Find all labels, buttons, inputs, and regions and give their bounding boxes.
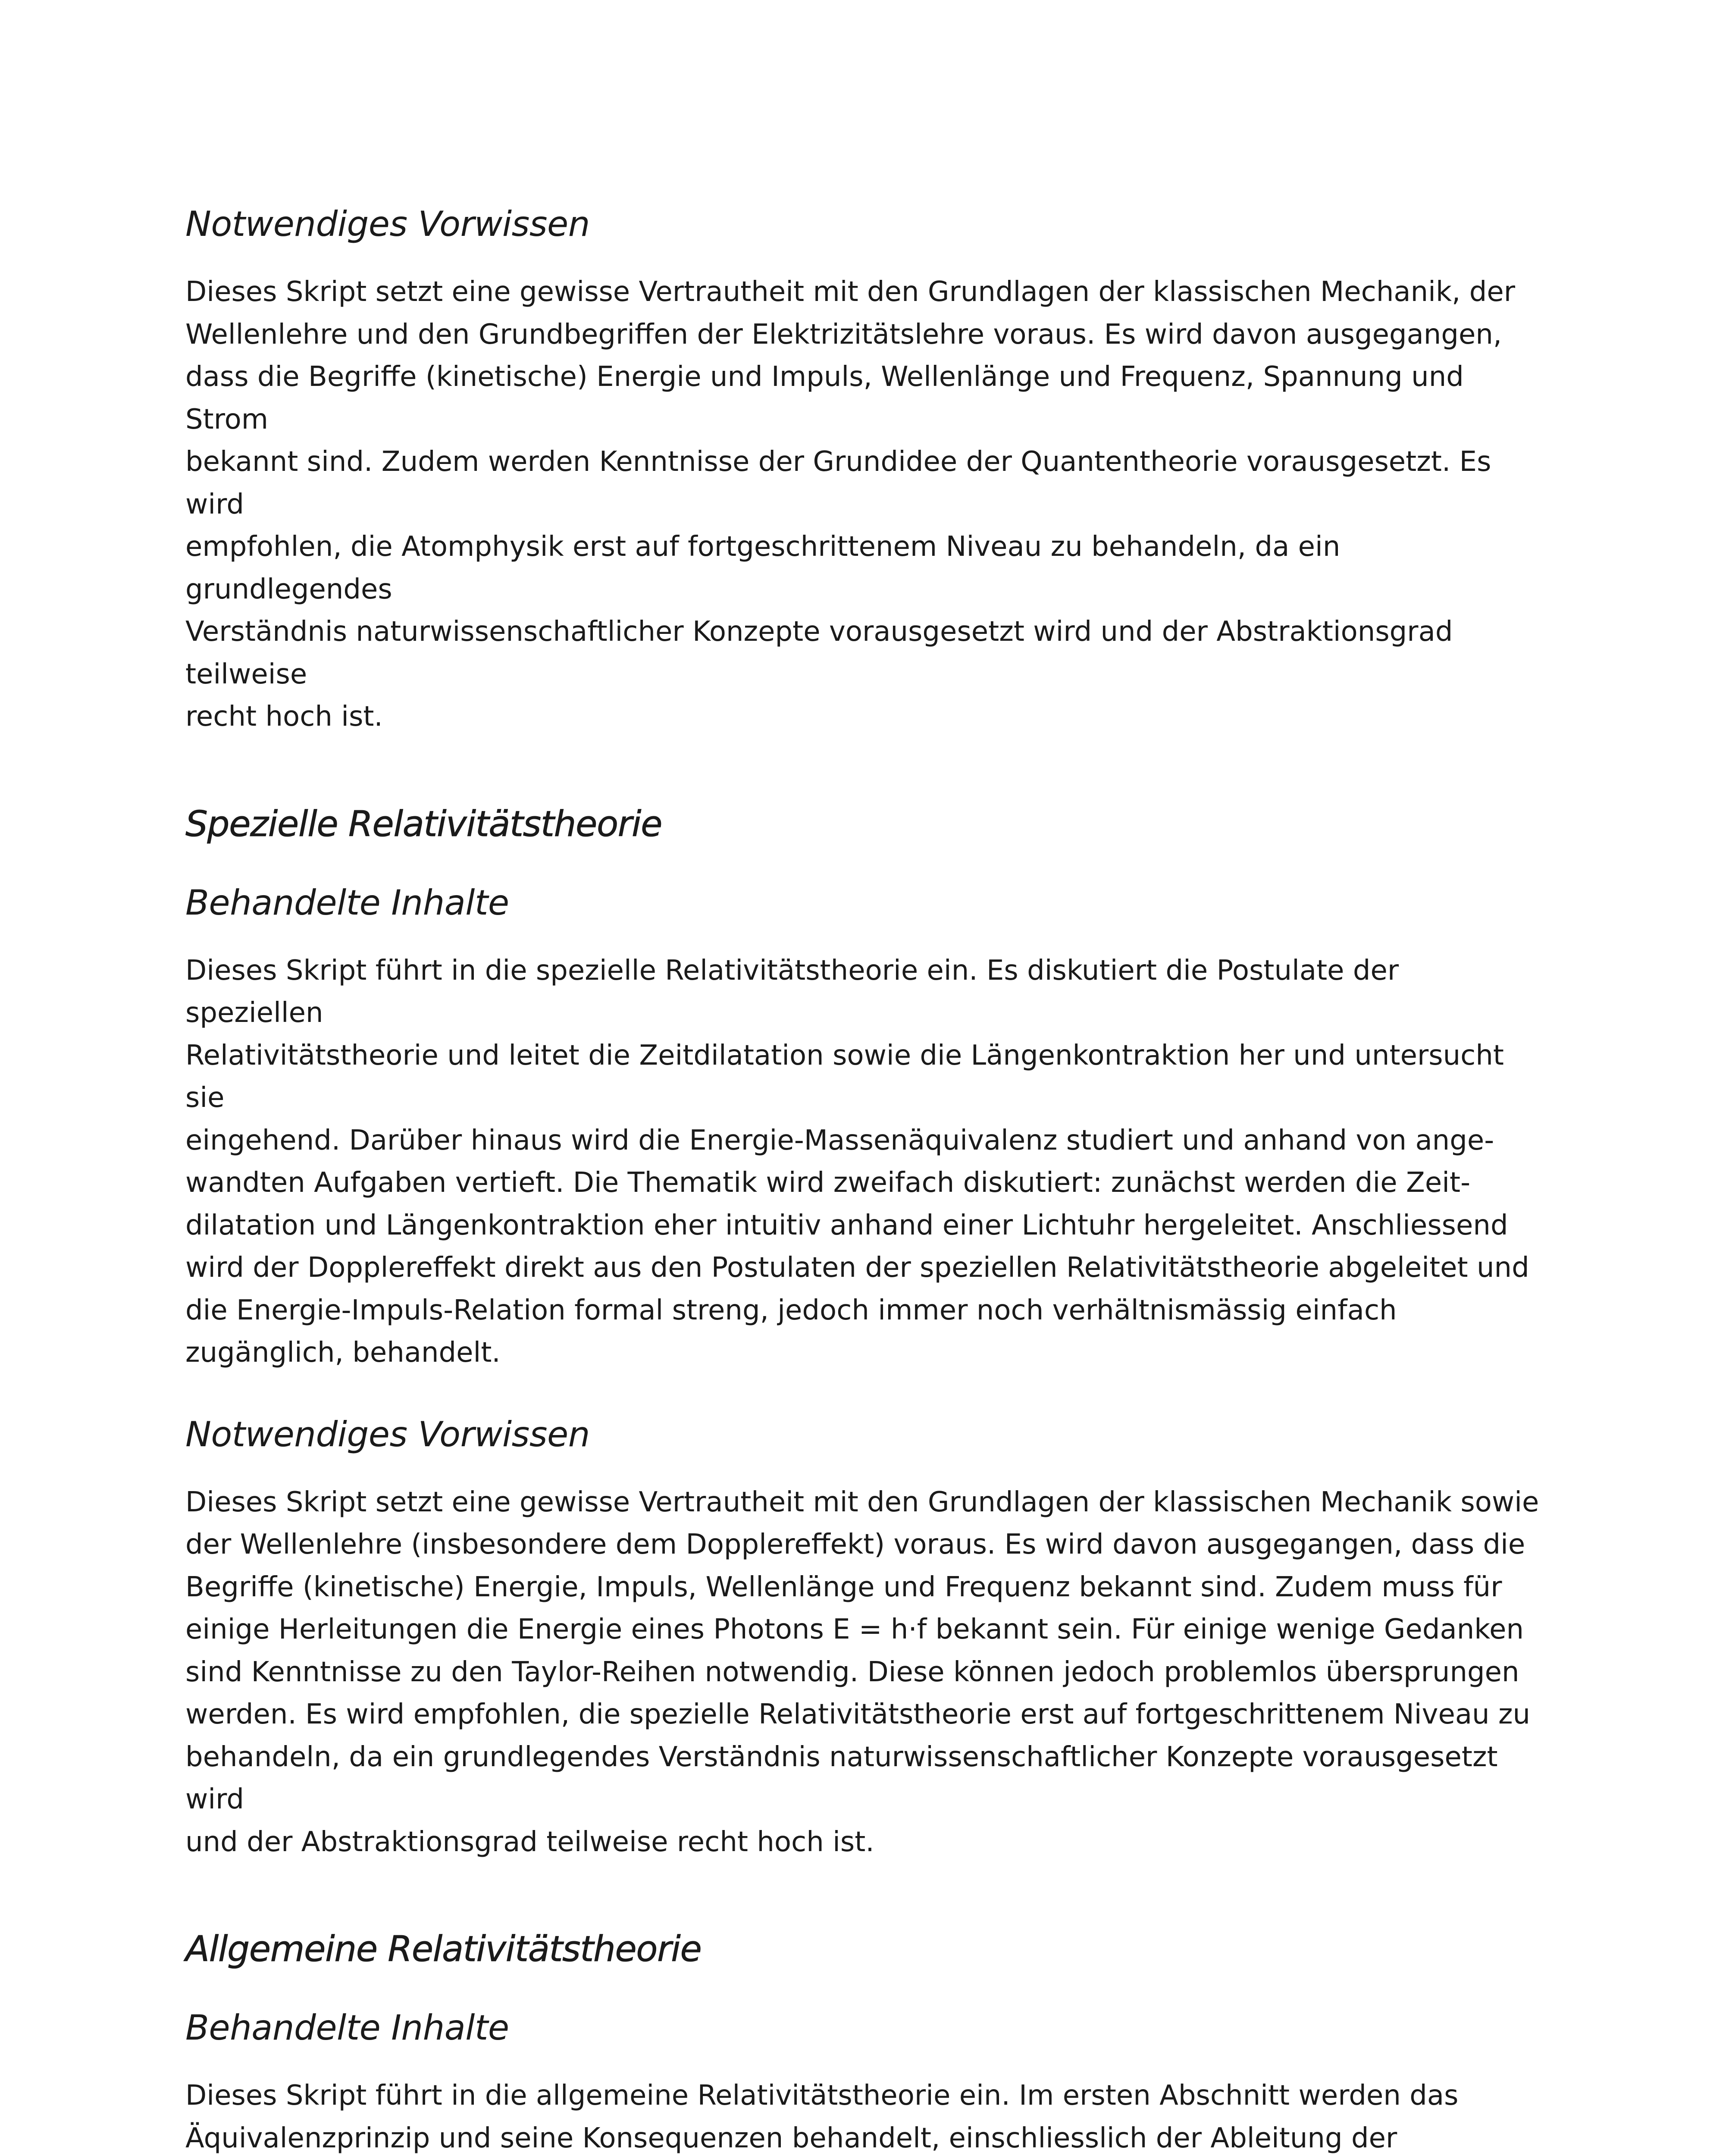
text-line: wandten Aufgaben vertieft. Die Thematik wird zweifach diskutiert: zunächst werden die Zeit- <box>185 1167 1471 1199</box>
subheading-notwendiges-vorwissen-1: Notwendiges Vorwissen <box>185 204 590 244</box>
text-line: und der Abstraktionsgrad teilweise recht hoch ist. <box>185 1826 874 1858</box>
subheading-behandelte-inhalte-art: Behandelte Inhalte <box>185 2008 509 2048</box>
text-line: zugänglich, behandelt. <box>185 1337 501 1369</box>
text-line: dilatation und Längenkontraktion eher intuitiv anhand einer Lichtuhr hergeleitet. Anschliessend <box>185 1209 1508 1241</box>
text-line: Dieses Skript setzt eine gewisse Vertrautheit mit den Grundlagen der klassischen Mechanik sowie <box>185 1486 1539 1518</box>
text-line: Dieses Skript führt in die spezielle Relativitätstheorie ein. Es diskutiert die Postulate der speziellen <box>185 954 1399 1029</box>
text-line: empfohlen, die Atomphysik erst auf fortgeschrittenem Niveau zu behandeln, da ein grundlegendes <box>185 531 1340 605</box>
subheading-notwendiges-vorwissen-srt: Notwendiges Vorwissen <box>185 1414 590 1454</box>
text-line: einige Herleitungen die Energie eines Photons E = h·f bekannt sein. Für einige wenige Gedanken <box>185 1614 1524 1645</box>
heading-spezielle-relativitaetstheorie: Spezielle Relativitätstheorie <box>185 803 662 845</box>
paragraph-srt-inhalte <box>185 950 1539 1374</box>
text-line: werden. Es wird empfohlen, die spezielle Relativitätstheorie erst auf fortgeschrittenem Niveau zu <box>185 1698 1531 1730</box>
text-line: recht hoch ist. <box>185 701 383 733</box>
text-line: wird der Dopplereffekt direkt aus den Postulaten der speziellen Relativitätstheorie abgeleitet und <box>185 1252 1529 1284</box>
text-line: bekannt sind. Zudem werden Kenntnisse der Grundidee der Quantentheorie vorausgesetzt. Es wird <box>185 446 1491 520</box>
page-content <box>185 203 1539 2156</box>
text-line: behandeln, da ein grundlegendes Verständnis naturwissenschaftlicher Konzepte vorausgesetzt wird <box>185 1741 1498 1815</box>
heading-allgemeine-relativitaetstheorie: Allgemeine Relativitätstheorie <box>185 1929 702 1970</box>
text-line: dass die Begriffe (kinetische) Energie und Impuls, Wellenlänge und Frequenz, Spannung und Strom <box>185 361 1464 436</box>
text-line: Dieses Skript setzt eine gewisse Vertrautheit mit den Grundlagen der klassischen Mechanik, der <box>185 276 1515 308</box>
text-line: Begriffe (kinetische) Energie, Impuls, Wellenlänge und Frequenz bekannt sind. Zudem muss für <box>185 1571 1502 1603</box>
text-line: die Energie-Impuls-Relation formal streng, jedoch immer noch verhältnismässig einfach <box>185 1294 1397 1326</box>
paragraph-srt-vorwissen <box>185 1481 1539 1864</box>
text-line: Äquivalenzprinzip und seine Konsequenzen behandelt, einschliesslich der Ableitung der <box>185 2122 1397 2154</box>
text-line: sind Kenntnisse zu den Taylor-Reihen notwendig. Diese können jedoch problemlos übersprungen <box>185 1656 1519 1688</box>
paragraph-vorwissen-intro <box>185 271 1539 738</box>
text-line: eingehend. Darüber hinaus wird die Energie-Massenäquivalenz studiert und anhand von ange- <box>185 1124 1494 1156</box>
text-line: Relativitätstheorie und leitet die Zeitdilatation sowie die Längenkontraktion her und untersucht sie <box>185 1039 1504 1114</box>
text-line: Dieses Skript führt in die allgemeine Relativitätstheorie ein. Im ersten Abschnitt werden das <box>185 2080 1459 2112</box>
text-line: der Wellenlehre (insbesondere dem Dopplereffekt) voraus. Es wird davon ausgegangen, dass die <box>185 1529 1525 1561</box>
paragraph-art-inhalte <box>185 2075 1539 2156</box>
subheading-behandelte-inhalte-srt: Behandelte Inhalte <box>185 882 509 923</box>
text-line: Wellenlehre und den Grundbegriffen der Elektrizitätslehre voraus. Es wird davon ausgegangen, <box>185 318 1502 351</box>
text-line: Verständnis naturwissenschaftlicher Konzepte vorausgesetzt wird und der Abstraktionsgrad teilweise <box>185 616 1453 690</box>
